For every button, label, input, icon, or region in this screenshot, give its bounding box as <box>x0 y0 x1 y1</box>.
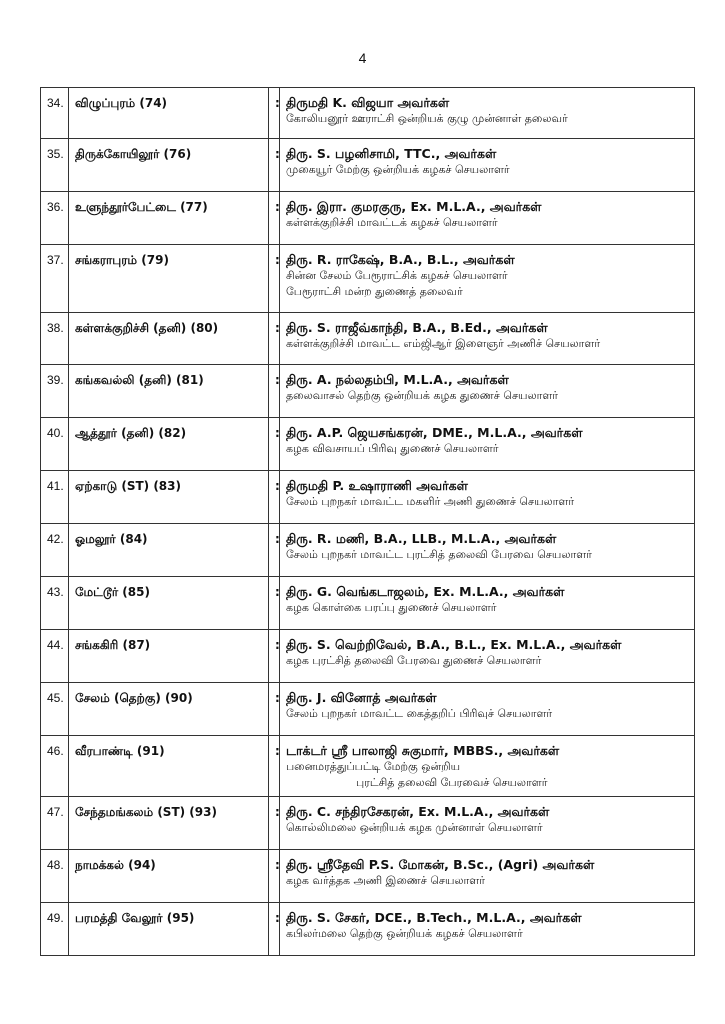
candidate-cell <box>280 471 695 524</box>
row-number: 47. <box>41 797 69 850</box>
candidate-name: திரு. S. பழனிசாமி, TTC., அவர்கள் <box>286 146 497 161</box>
colon-separator: : <box>269 471 280 524</box>
candidate-name: திரு. R. ராகேஷ், B.A., B.L., அவர்கள் <box>286 252 515 267</box>
row-number: 40. <box>41 418 69 471</box>
candidate-cell <box>280 418 695 471</box>
constituency-name: சங்கராபுரம் (79) <box>69 245 269 313</box>
candidate-cell <box>280 313 695 365</box>
table-row <box>41 736 695 797</box>
constituency-name: ஏற்காடு (ST) (83) <box>69 471 269 524</box>
candidate-name: திருமதி P. உஷாராணி அவர்கள் <box>286 478 468 493</box>
candidate-cell <box>280 245 695 313</box>
colon-separator: : <box>269 88 280 139</box>
candidate-name: திரு. J. வினோத் அவர்கள் <box>286 690 437 705</box>
row-number: 35. <box>41 139 69 192</box>
table-row <box>41 471 695 524</box>
candidate-name: திரு. G. வெங்கடாஜலம், Ex. M.L.A., அவர்கள் <box>286 584 565 599</box>
table-row <box>41 245 695 313</box>
row-number: 38. <box>41 313 69 365</box>
table-row <box>41 630 695 683</box>
candidate-role: புரட்சித் தலைவி பேரவைச் செயலாளர் <box>356 776 548 789</box>
candidate-role: முகையூர் மேற்கு ஒன்றியக் கழகச் செயலாளர் <box>286 163 510 176</box>
candidate-cell <box>280 139 695 192</box>
table-row <box>41 850 695 903</box>
candidate-role: தலைவாசல் தெற்கு ஒன்றியக் கழக துணைச் செயலாளர் <box>286 389 559 402</box>
candidate-name: திரு. C. சந்திரசேகரன், Ex. M.L.A., அவர்கள் <box>286 804 550 819</box>
table-row <box>41 418 695 471</box>
table-row <box>41 903 695 956</box>
table-row <box>41 577 695 630</box>
candidate-cell <box>280 577 695 630</box>
colon-separator: : <box>269 850 280 903</box>
colon-separator: : <box>269 245 280 313</box>
colon-separator: : <box>269 418 280 471</box>
table-row <box>41 797 695 850</box>
candidate-role: கழக கொள்கை பரப்பு துணைச் செயலாளர் <box>286 601 497 614</box>
candidate-role: கள்ளக்குறிச்சி மாவட்டக் கழகச் செயலாளர் <box>286 216 498 229</box>
constituency-name: கங்கவல்லி (தனி) (81) <box>69 365 269 418</box>
table-row <box>41 88 695 139</box>
colon-separator: : <box>269 139 280 192</box>
table-row <box>41 139 695 192</box>
candidate-cell <box>280 850 695 903</box>
constituency-name: ஆத்தூர் (தனி) (82) <box>69 418 269 471</box>
candidate-role: கோலியனூர் ஊராட்சி ஒன்றியக் குழு முன்னாள் தலைவர் <box>286 112 568 125</box>
constituency-name: சேந்தமங்கலம் (ST) (93) <box>69 797 269 850</box>
candidate-role: பேரூராட்சி மன்ற துணைத் தலைவர் <box>286 285 463 298</box>
colon-separator: : <box>269 683 280 736</box>
row-number: 46. <box>41 736 69 797</box>
table-row <box>41 192 695 245</box>
constituency-name: நாமக்கல் (94) <box>69 850 269 903</box>
candidate-table-body <box>41 88 695 956</box>
candidate-name: திரு. A.P. ஜெயசங்கரன், DME., M.L.A., அவர்கள் <box>286 425 583 440</box>
candidate-cell <box>280 903 695 956</box>
candidate-name: திரு. ஸ்ரீதேவி P.S. மோகன், B.Sc., (Agri) அவர்கள் <box>286 857 595 872</box>
candidate-name: திரு. இரா. குமரகுரு, Ex. M.L.A., அவர்கள் <box>286 199 542 214</box>
constituency-name: திருக்கோயிலூர் (76) <box>69 139 269 192</box>
colon-separator: : <box>269 313 280 365</box>
table-row <box>41 683 695 736</box>
table-row <box>41 524 695 577</box>
candidate-cell <box>280 192 695 245</box>
candidate-role: சேலம் புறநகர் மாவட்ட கைத்தறிப் பிரிவுச் செயலாளர் <box>286 707 553 720</box>
candidate-name: திரு. S. ராஜீவ்காந்தி, B.A., B.Ed., அவர்கள் <box>286 320 548 335</box>
colon-separator: : <box>269 630 280 683</box>
candidate-role: சேலம் புறநகர் மாவட்ட மகளிர் அணி துணைச் செயலாளர் <box>286 495 575 508</box>
page-number: 4 <box>358 50 367 66</box>
row-number: 45. <box>41 683 69 736</box>
row-number: 36. <box>41 192 69 245</box>
constituency-name: சேலம் (தெற்கு) (90) <box>69 683 269 736</box>
candidate-role: கள்ளக்குறிச்சி மாவட்ட எம்ஜிஆர் இளைஞர் அணிச் செயலாளர் <box>286 337 601 350</box>
candidate-role: கொல்லிமலை ஒன்றியக் கழக முன்னாள் செயலாளர் <box>286 821 543 834</box>
row-number: 42. <box>41 524 69 577</box>
colon-separator: : <box>269 192 280 245</box>
candidate-name: திரு. A. நல்லதம்பி, M.L.A., அவர்கள் <box>286 372 509 387</box>
row-number: 44. <box>41 630 69 683</box>
constituency-name: மேட்டூர் (85) <box>69 577 269 630</box>
candidate-name: டாக்டர் ஸ்ரீ பாலாஜி சுகுமார், MBBS., அவர்கள் <box>286 743 560 758</box>
colon-separator: : <box>269 365 280 418</box>
constituency-name: ஓமலூர் (84) <box>69 524 269 577</box>
row-number: 34. <box>41 88 69 139</box>
colon-separator: : <box>269 797 280 850</box>
row-number: 43. <box>41 577 69 630</box>
candidate-name: திரு. S. சேகர், DCE., B.Tech., M.L.A., அவர்கள் <box>286 910 582 925</box>
table-row <box>41 365 695 418</box>
candidate-cell <box>280 797 695 850</box>
constituency-name: வீரபாண்டி (91) <box>69 736 269 797</box>
table-row <box>41 313 695 365</box>
candidate-cell <box>280 736 695 797</box>
candidate-role: சின்ன சேலம் பேரூராட்சிக் கழகச் செயலாளர் <box>286 269 508 282</box>
colon-separator: : <box>269 903 280 956</box>
candidate-cell <box>280 683 695 736</box>
constituency-name: விழுப்புரம் (74) <box>69 88 269 139</box>
row-number: 37. <box>41 245 69 313</box>
candidate-name: திரு. S. வெற்றிவேல், B.A., B.L., Ex. M.L.A., அவர்கள் <box>286 637 622 652</box>
candidate-role: சேலம் புறநகர் மாவட்ட புரட்சித் தலைவி பேரவை செயலாளர் <box>286 548 592 561</box>
candidate-role: கபிலர்மலை தெற்கு ஒன்றியக் கழகச் செயலாளர் <box>286 927 523 940</box>
candidate-role: கழக விவசாயப் பிரிவு துணைச் செயலாளர் <box>286 442 499 455</box>
candidate-name: திருமதி K. விஜயா அவர்கள் <box>286 95 450 110</box>
constituency-name: உளுந்தூர்பேட்டை (77) <box>69 192 269 245</box>
constituency-name: சங்ககிரி (87) <box>69 630 269 683</box>
colon-separator: : <box>269 736 280 797</box>
row-number: 48. <box>41 850 69 903</box>
colon-separator: : <box>269 577 280 630</box>
candidate-cell <box>280 365 695 418</box>
candidate-table <box>40 87 695 956</box>
candidate-cell <box>280 88 695 139</box>
colon-separator: : <box>269 524 280 577</box>
constituency-name: கள்ளக்குறிச்சி (தனி) (80) <box>69 313 269 365</box>
candidate-role: கழக வர்த்தக அணி இணைச் செயலாளர் <box>286 874 485 887</box>
row-number: 41. <box>41 471 69 524</box>
candidate-role: கழக புரட்சித் தலைவி பேரவை துணைச் செயலாளர் <box>286 654 542 667</box>
candidate-role: பனைமரத்துப்பட்டி மேற்கு ஒன்றிய <box>286 760 461 773</box>
constituency-name: பரமத்தி வேலூர் (95) <box>69 903 269 956</box>
row-number: 39. <box>41 365 69 418</box>
candidate-name: திரு. R. மணி, B.A., LLB., M.L.A., அவர்கள் <box>286 531 557 546</box>
candidate-cell <box>280 630 695 683</box>
row-number: 49. <box>41 903 69 956</box>
candidate-cell <box>280 524 695 577</box>
